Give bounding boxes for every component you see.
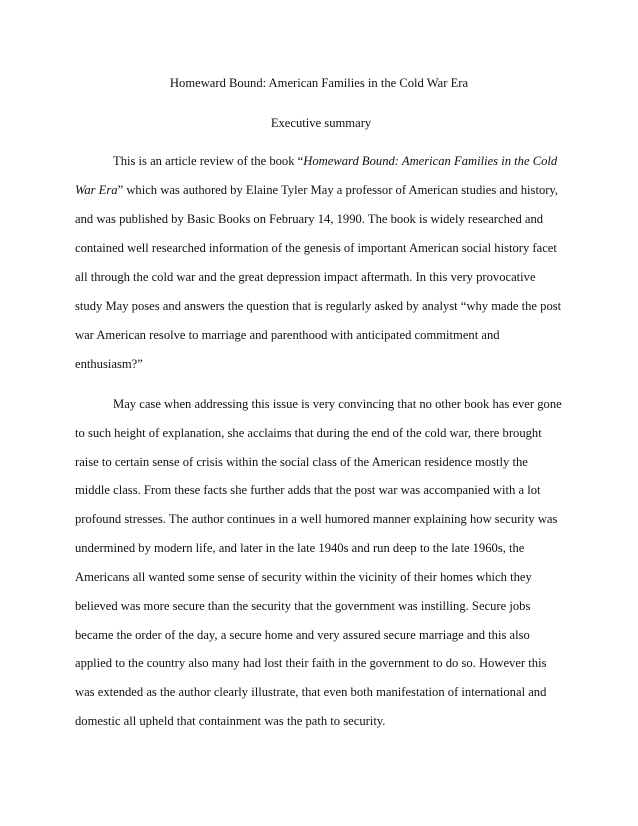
paragraph-line: contained well researched information of the genesis of important American social history facet: [75, 241, 557, 255]
paragraph-line: domestic all upheld that containment was the path to security.: [75, 714, 386, 728]
paragraph-line: Americans all wanted some sense of security within the vicinity of their homes which they: [75, 570, 532, 584]
paragraph-line: [75, 182, 558, 198]
section-heading: Executive summary: [270, 116, 372, 130]
paragraph-line: raise to certain sense of crisis within the social class of the American residence mostly the: [75, 455, 528, 469]
paragraph-line: and was published by Basic Books on February 14, 1990. The book is widely researched and: [75, 212, 544, 226]
paragraph-line: study May poses and answers the question that is regularly asked by analyst “why made the post: [75, 299, 562, 313]
paragraph-line: all through the cold war and the great depression impact aftermath. In this very provocative: [75, 270, 536, 284]
document-title: Homeward Bound: American Families in the Cold War Era: [169, 76, 469, 90]
paragraph-line: [113, 153, 557, 169]
paragraph-line: applied to the country also many had lost their faith in the government to do so. However this: [75, 656, 547, 670]
paragraph-line: undermined by modern life, and later in the late 1940s and run deep to the late 1960s, the: [75, 541, 525, 555]
paragraph-line: to such height of explanation, she acclaims that during the end of the cold war, there brought: [75, 426, 542, 440]
paragraph-line: May case when addressing this issue is very convincing that no other book has ever gone: [113, 397, 562, 411]
paragraph-line: became the order of the day, a secure home and very assured secure marriage and this also: [75, 628, 530, 642]
paragraph-line: believed was more secure than the security that the government was instilling. Secure jobs: [75, 599, 531, 613]
paragraph-line: war American resolve to marriage and parenthood with anticipated commitment and: [75, 328, 500, 342]
book-title-italic: War Era: [75, 183, 118, 197]
line-text: This is an article review of the book “: [113, 154, 304, 168]
line-text: ” which was authored by Elaine Tyler May a professor of American studies and history,: [117, 183, 559, 197]
paragraph-line: was extended as the author clearly illustrate, that even both manifestation of international and: [75, 685, 547, 699]
paragraph-line: profound stresses. The author continues in a well humored manner explaining how security was: [75, 512, 558, 526]
paragraph-line: enthusiasm?”: [75, 357, 143, 371]
paragraph-line: middle class. From these facts she further adds that the post war was accompanied with a lot: [75, 483, 541, 497]
book-title-italic: Homeward Bound: American Families in the Cold: [303, 154, 558, 168]
